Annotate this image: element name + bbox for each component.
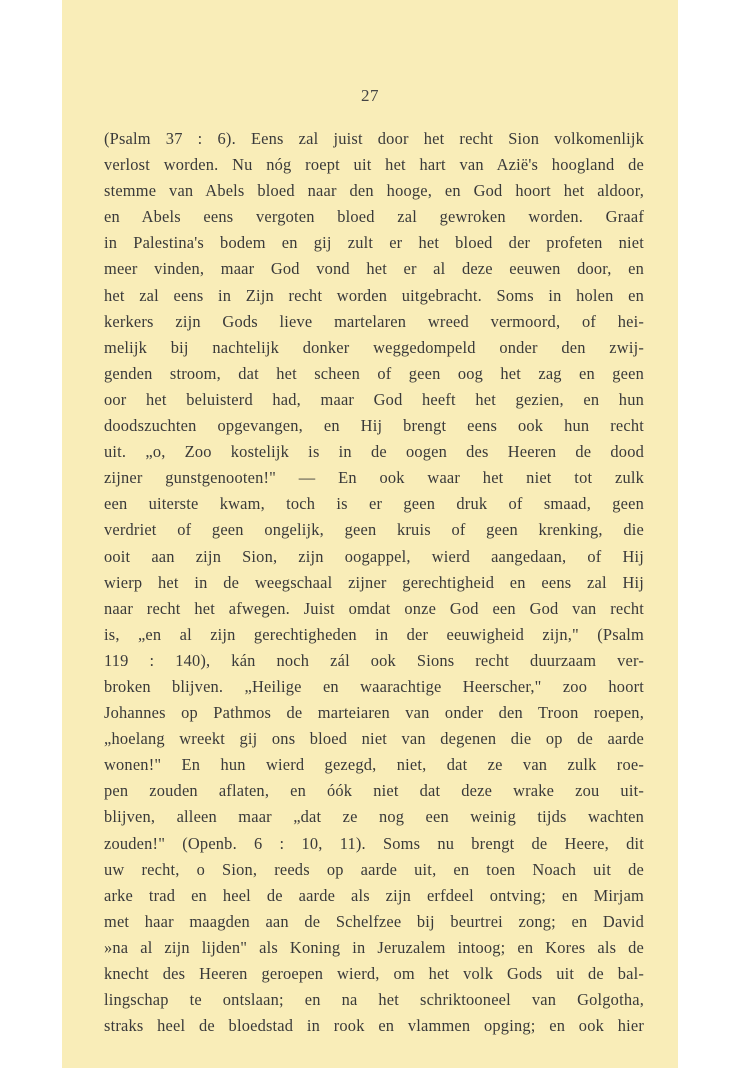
text-line: broken blijven. „Heilige en waarachtige Heerscher," zoo hoort — [104, 676, 644, 696]
text-line: en Abels eens vergoten bloed zal gewroken worden. Graaf — [104, 207, 644, 227]
body-text — [104, 126, 644, 1039]
text-line: is, „en al zijn gerechtigheden in der eeuwigheid zijn," (Psalm — [104, 624, 644, 644]
text-line: genden stroom, dat het scheen of geen oog het zag en geen — [104, 363, 644, 383]
text-line: meer vinden, maar God vond het er al deze eeuwen door, en — [104, 259, 644, 279]
text-line: in Palestina's bodem en gij zult er het bloed der profeten niet — [104, 233, 644, 253]
text-line: »na al zijn lijden" als Koning in Jeruzalem intoog; en Kores als de — [104, 937, 644, 957]
text-line: knecht des Heeren geroepen wierd, om het volk Gods uit de bal- — [104, 964, 644, 983]
page-number: 27 — [361, 86, 379, 105]
text-line: arke trad en heel de aarde als zijn erfdeel ontving; en Mirjam — [104, 885, 644, 905]
text-line: uit. „o, Zoo kostelijk is in de oogen des Heeren de dood — [104, 442, 644, 462]
text-line: zouden!" (Openb. 6 : 10, 11). Soms nu brengt de Heere, dit — [104, 833, 644, 853]
text-line: wonen!" En hun wierd gezegd, niet, dat ze van zulk roe- — [104, 755, 644, 775]
text-line: naar recht het afwegen. Juist omdat onze God een God van recht — [104, 598, 644, 618]
text-line: oor het beluisterd had, maar God heeft het gezien, en hun — [104, 389, 644, 409]
text-line: kerkers zijn Gods lieve martelaren wreed vermoord, of hei- — [104, 311, 644, 331]
text-line: Johannes op Pathmos de marteiaren van onder den Troon roepen, — [104, 703, 644, 723]
text-line: „hoelang wreekt gij ons bloed niet van degenen die op de aarde — [104, 729, 644, 749]
text-line: een uiterste kwam, toch is er geen druk of smaad, geen — [104, 494, 644, 514]
text-line: doodszuchten opgevangen, en Hij brengt eens ook hun recht — [104, 416, 644, 436]
text-line: melijk bij nachtelijk donker weggedompeld onder den zwij- — [104, 337, 644, 357]
text-line: pen zouden aflaten, en óók niet dat deze wrake zou uit- — [104, 781, 644, 801]
text-line: het zal eens in Zijn recht worden uitgebracht. Soms in holen en — [104, 285, 644, 305]
text-line: straks heel de bloedstad in rook en vlammen opging; en ook hier — [104, 1016, 644, 1036]
text-line: (Psalm 37 : 6). Eens zal juist door het recht Sion volkomenlijk — [104, 129, 644, 148]
text-line: lingschap te ontslaan; en na het schriktooneel van Golgotha, — [104, 990, 644, 1010]
text-line: 119 : 140), kán noch zál ook Sions recht duurzaam ver- — [104, 650, 644, 670]
text-line: met haar maagden aan de Schelfzee bij beurtrei zong; en David — [104, 911, 644, 931]
text-line: zijner gunstgenooten!" — En ook waar het niet tot zulk — [104, 468, 644, 488]
text-line: wierp het in de weegschaal zijner gerechtigheid en eens zal Hij — [104, 572, 644, 592]
text-line: stemme van Abels bloed naar den hooge, en God hoort het aldoor, — [104, 181, 644, 201]
book-page — [62, 0, 678, 1068]
text-line: verlost worden. Nu nóg roept uit het hart van Azië's hoogland de — [104, 155, 644, 175]
text-line: verdriet of geen ongelijk, geen kruis of geen krenking, die — [104, 520, 644, 540]
text-line: ooit aan zijn Sion, zijn oogappel, wierd aangedaan, of Hij — [104, 546, 644, 566]
text-line: blijven, alleen maar „dat ze nog een weinig tijds wachten — [104, 807, 644, 827]
text-line: uw recht, o Sion, reeds op aarde uit, en toen Noach uit de — [104, 859, 644, 879]
